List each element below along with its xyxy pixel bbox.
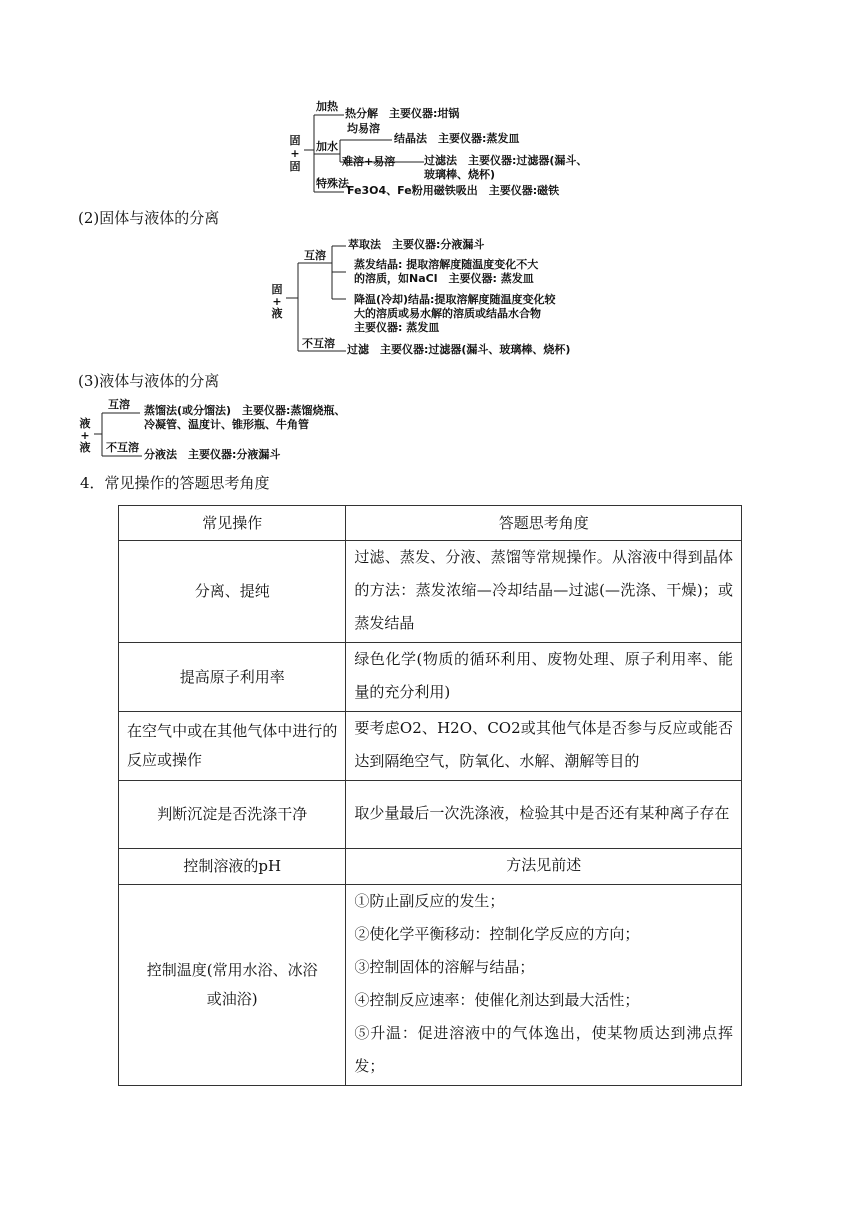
answer-item: ②使化学平衡移动：控制化学反应的方向；: [354, 925, 640, 943]
nomix-text: 过滤 主要仪器:过滤器(漏斗、玻璃棒、烧杯): [347, 343, 571, 356]
row-op: 提高原子利用率: [119, 643, 346, 712]
heading-liquid-liquid: (3)液体与液体的分离: [78, 372, 220, 390]
row-answer: 绿色化学(物质的循环利用、废物处理、原子利用率、能量的充分利用): [346, 643, 742, 712]
water-soluble-label: 均易溶: [347, 122, 380, 135]
mix-item-1: 萃取法 主要仪器:分液漏斗: [348, 238, 485, 251]
branch-mix-label-2: 互溶: [108, 398, 130, 411]
table-header-row: [119, 506, 742, 541]
row-op: 控制温度(常用水浴、冰浴或油浴): [119, 885, 346, 1086]
answer-item: ①防止副反应的发生；: [354, 892, 505, 910]
mix-item-4: 降温(冷却)结晶:提取溶解度随温度变化较: [354, 293, 556, 306]
row-answer: 方法见前述: [346, 849, 742, 885]
diagram2-root: 固 + 液: [271, 283, 283, 320]
heating-text: 热分解 主要仪器:坩锅: [345, 107, 460, 120]
diagram1-root: 固 + 固: [289, 134, 301, 173]
row-op: 控制溶液的pH: [119, 849, 346, 885]
row-op: 分离、提纯: [119, 541, 346, 643]
table-row: [119, 712, 742, 781]
water-mixed-text: 过滤法 主要仪器:过滤器(漏斗、: [424, 154, 588, 167]
mix-item-2: 蒸发结晶: 提取溶解度随温度变化不大: [354, 258, 539, 271]
mix-text-1: 蒸馏法(或分馏法) 主要仪器:蒸馏烧瓶、: [144, 404, 346, 417]
row-answer: 取少量最后一次洗涤液，检验其中是否还有某种离子存在: [346, 781, 742, 849]
mix-item-5: 大的溶质或易水解的溶质或结晶水合物: [354, 307, 541, 320]
operations-table: [118, 505, 742, 1086]
table-row: [119, 541, 742, 643]
branch-mix-label: 互溶: [304, 249, 326, 262]
row-op: 判断沉淀是否洗涤干净: [119, 781, 346, 849]
row-op: 在空气中或在其他气体中进行的反应或操作: [119, 712, 346, 781]
water-mixed-label: 难溶+易溶: [342, 155, 396, 168]
row-answer: 要考虑O2、H2O、CO2或其他气体是否参与反应或能否达到隔绝空气，防氧化、水解、潮解等目的: [346, 712, 742, 781]
table-row: [119, 885, 742, 1086]
branch-water-label: 加水: [316, 140, 338, 153]
water-soluble-text: 结晶法 主要仪器:蒸发皿: [394, 132, 520, 145]
mix-item-6: 主要仪器: 蒸发皿: [354, 321, 440, 334]
branch-nomix-label: 不互溶: [302, 337, 335, 350]
heading-operations: 4．常见操作的答题思考角度: [80, 474, 270, 492]
table-row: [119, 849, 742, 885]
mix-text-2: 冷凝管、温度计、锥形瓶、牛角管: [144, 418, 309, 431]
row-answer: 过滤、蒸发、分液、蒸馏等常规操作。从溶液中得到晶体的方法：蒸发浓缩—冷却结晶—过滤(—洗涤、干燥)；或蒸发结晶: [346, 541, 742, 643]
heading-solid-liquid: (2)固体与液体的分离: [78, 209, 220, 227]
answer-item: ⑤升温：促进溶液中的气体逸出，使某物质达到沸点挥发；: [354, 1024, 733, 1075]
diagram3-root: 液 + 液: [79, 417, 91, 454]
branch-special-label: 特殊法: [316, 177, 349, 190]
branch-nomix-label-2: 不互溶: [106, 441, 139, 454]
row-answer-list: [346, 885, 742, 1086]
nomix-text-2: 分液法 主要仪器:分液漏斗: [144, 448, 281, 461]
table-row: [119, 643, 742, 712]
branch-heating-label: 加热: [316, 100, 338, 113]
answer-item: ③控制固体的溶解与结晶；: [354, 958, 535, 976]
water-mixed-text2: 玻璃棒、烧杯): [424, 168, 496, 181]
special-text: Fe3O4、Fe粉用磁铁吸出 主要仪器:磁铁: [347, 184, 560, 197]
header-operation: 常见操作: [119, 506, 346, 541]
table-row: [119, 781, 742, 849]
answer-item: ④控制反应速率：使催化剂达到最大活性；: [354, 991, 640, 1009]
mix-item-3: 的溶质，如NaCl 主要仪器: 蒸发皿: [354, 272, 534, 285]
header-answer: 答题思考角度: [346, 506, 742, 541]
